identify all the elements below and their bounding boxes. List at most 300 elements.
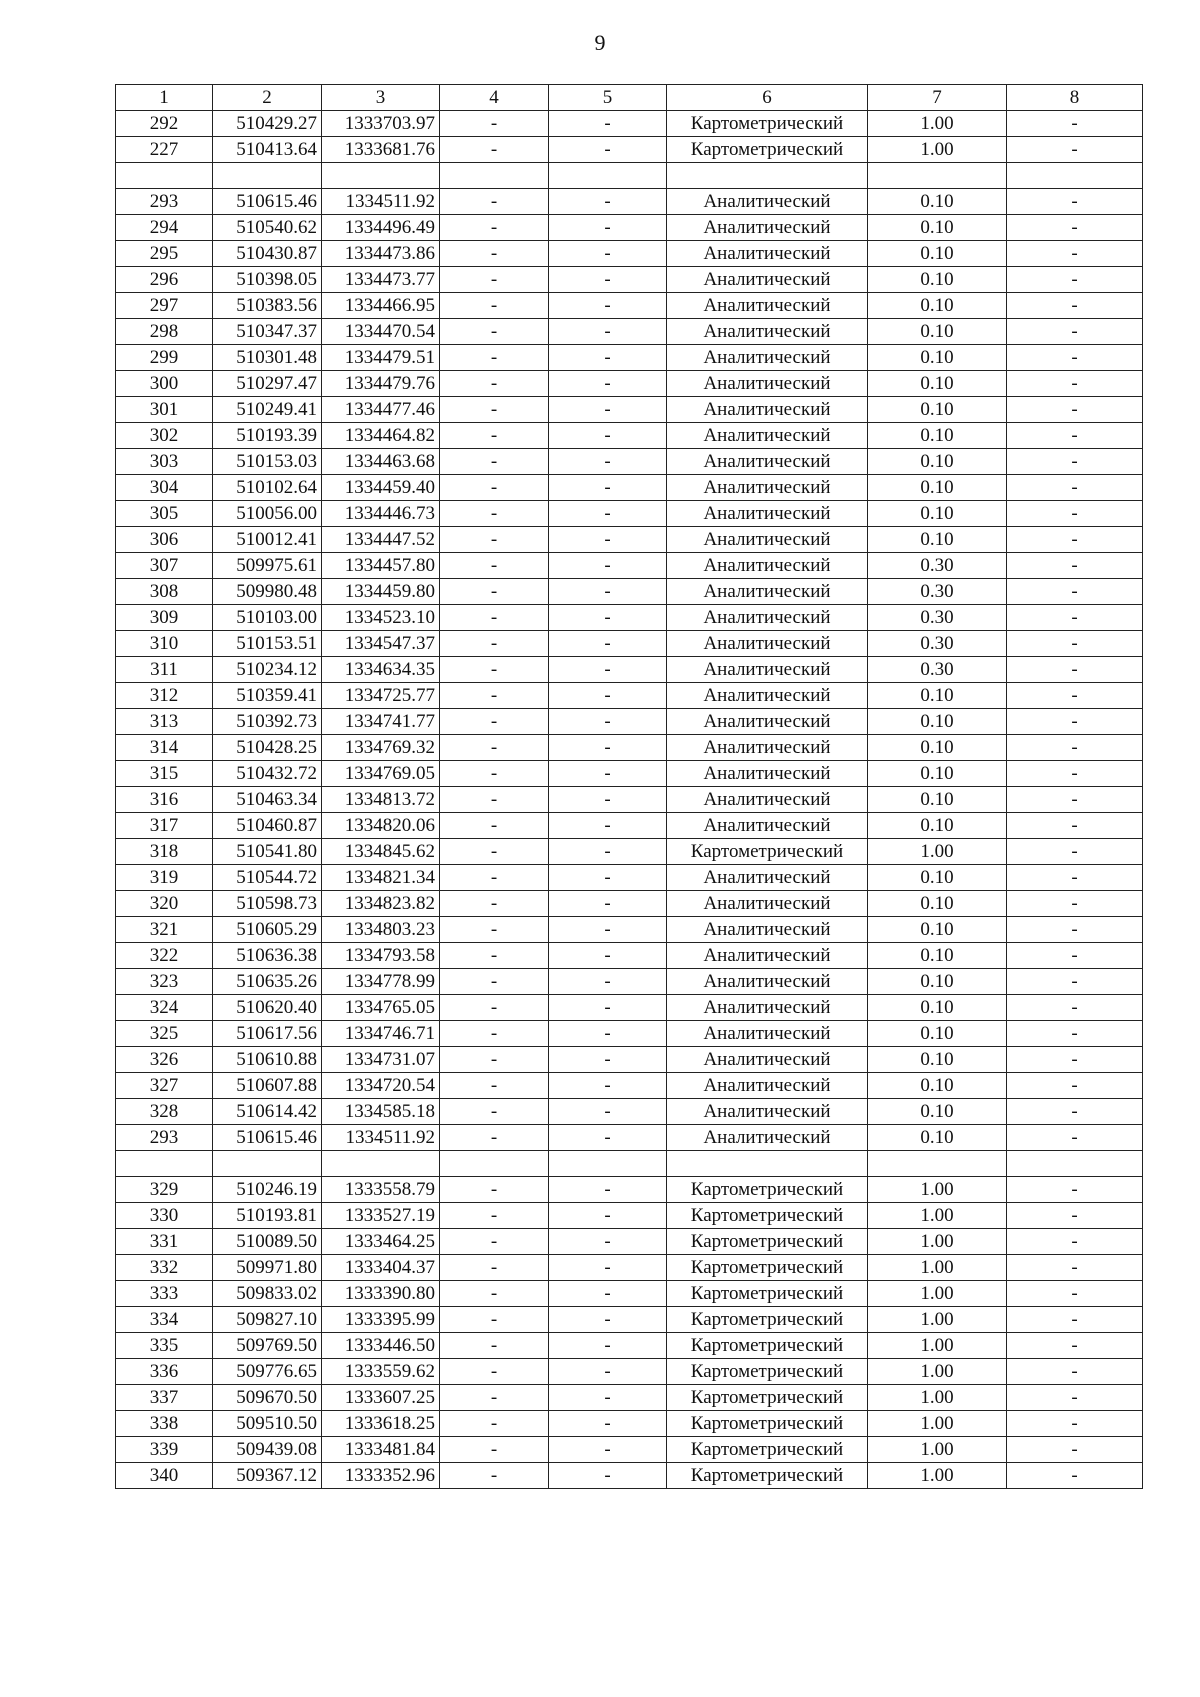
table-cell: 1.00 (868, 1437, 1007, 1463)
table-cell: - (440, 1203, 549, 1229)
table-cell: - (1007, 1099, 1143, 1125)
table-cell: - (1007, 1359, 1143, 1385)
table-cell: Картометрический (667, 839, 868, 865)
table-row (116, 631, 1143, 657)
table-cell: - (440, 397, 549, 423)
table-row (116, 319, 1143, 345)
table-cell: 0.10 (868, 267, 1007, 293)
table-cell: - (440, 839, 549, 865)
table-cell: Аналитический (667, 1021, 868, 1047)
table-cell: 320 (116, 891, 213, 917)
table-cell: - (1007, 1229, 1143, 1255)
table-cell: - (1007, 1255, 1143, 1281)
table-row (116, 267, 1143, 293)
header-cell: 4 (440, 85, 549, 111)
table-cell: Аналитический (667, 475, 868, 501)
table-row (116, 137, 1143, 163)
table-cell: - (440, 553, 549, 579)
table-cell: Картометрический (667, 1463, 868, 1489)
table-cell: Картометрический (667, 1307, 868, 1333)
table-cell: 1333703.97 (322, 111, 440, 137)
table-cell: - (549, 1385, 667, 1411)
table-cell: 510432.72 (213, 761, 322, 787)
table-cell: 302 (116, 423, 213, 449)
table-cell: 1333464.25 (322, 1229, 440, 1255)
table-cell: - (549, 137, 667, 163)
table-cell: 1334466.95 (322, 293, 440, 319)
table-cell: 510193.81 (213, 1203, 322, 1229)
table-cell: 510598.73 (213, 891, 322, 917)
table-cell: - (440, 1437, 549, 1463)
table-cell: - (440, 1463, 549, 1489)
table-cell: Аналитический (667, 735, 868, 761)
table-cell: - (440, 293, 549, 319)
table-cell: 0.10 (868, 1047, 1007, 1073)
table-cell: - (1007, 189, 1143, 215)
table-cell: 0.30 (868, 605, 1007, 631)
table-cell: - (1007, 553, 1143, 579)
table-cell: - (440, 449, 549, 475)
table-cell: 1334769.05 (322, 761, 440, 787)
table-row (116, 215, 1143, 241)
table-row (116, 1021, 1143, 1047)
table-cell: - (549, 189, 667, 215)
table-cell: 510301.48 (213, 345, 322, 371)
table-cell: - (549, 709, 667, 735)
coordinates-table (115, 84, 1143, 1489)
table-cell: - (440, 631, 549, 657)
table-cell: 0.10 (868, 761, 1007, 787)
table-cell: - (549, 527, 667, 553)
table-cell: 309 (116, 605, 213, 631)
table-cell: - (549, 865, 667, 891)
table-cell: Картометрический (667, 111, 868, 137)
table-cell: 510359.41 (213, 683, 322, 709)
table-row (116, 1047, 1143, 1073)
table-cell: 326 (116, 1047, 213, 1073)
table-cell: - (440, 1333, 549, 1359)
empty-cell (440, 163, 549, 189)
table-cell: 1334457.80 (322, 553, 440, 579)
table-cell: 510541.80 (213, 839, 322, 865)
page-number: 9 (594, 30, 606, 55)
header-cell: 5 (549, 85, 667, 111)
empty-cell (549, 163, 667, 189)
table-cell: 510234.12 (213, 657, 322, 683)
table-cell: 510615.46 (213, 189, 322, 215)
table-cell: 227 (116, 137, 213, 163)
table-cell: - (549, 1359, 667, 1385)
table-cell: 1.00 (868, 1333, 1007, 1359)
table-cell: - (549, 1047, 667, 1073)
table-cell: - (440, 891, 549, 917)
table-cell: 1334813.72 (322, 787, 440, 813)
table-cell: 1334446.73 (322, 501, 440, 527)
table-cell: Картометрический (667, 1411, 868, 1437)
table-cell: - (440, 527, 549, 553)
table-cell: - (549, 1463, 667, 1489)
empty-cell (213, 1151, 322, 1177)
table-cell: - (549, 1099, 667, 1125)
table-cell: 0.10 (868, 969, 1007, 995)
table-cell: 509980.48 (213, 579, 322, 605)
table-cell: - (440, 995, 549, 1021)
table-cell: 509776.65 (213, 1359, 322, 1385)
table-cell: - (1007, 1203, 1143, 1229)
table-cell: - (1007, 579, 1143, 605)
table-row (116, 1307, 1143, 1333)
table-cell: - (1007, 1073, 1143, 1099)
table-cell: 0.10 (868, 345, 1007, 371)
table-cell: Аналитический (667, 813, 868, 839)
table-cell: Картометрический (667, 1281, 868, 1307)
table-cell: 509670.50 (213, 1385, 322, 1411)
table-cell: Аналитический (667, 527, 868, 553)
table-cell: 308 (116, 579, 213, 605)
table-row (116, 605, 1143, 631)
empty-cell (116, 1151, 213, 1177)
table-cell: - (1007, 371, 1143, 397)
table-cell: Аналитический (667, 969, 868, 995)
table-cell: Картометрический (667, 1437, 868, 1463)
table-cell: 300 (116, 371, 213, 397)
table-cell: - (549, 891, 667, 917)
table-cell: Аналитический (667, 943, 868, 969)
table-cell: 0.10 (868, 527, 1007, 553)
table-cell: 1.00 (868, 1281, 1007, 1307)
table-cell: - (440, 475, 549, 501)
table-row (116, 553, 1143, 579)
table-row (116, 527, 1143, 553)
table-cell: - (440, 501, 549, 527)
table-cell: - (549, 1411, 667, 1437)
table-cell: - (1007, 1125, 1143, 1151)
table-cell: 1334769.32 (322, 735, 440, 761)
table-cell: Аналитический (667, 917, 868, 943)
table-cell: - (1007, 917, 1143, 943)
table-cell: 336 (116, 1359, 213, 1385)
table-cell: 304 (116, 475, 213, 501)
table-cell: - (549, 397, 667, 423)
table-cell: 1334511.92 (322, 189, 440, 215)
table-cell: - (440, 657, 549, 683)
table-cell: - (549, 605, 667, 631)
table-cell: 1334823.82 (322, 891, 440, 917)
table-cell: 510398.05 (213, 267, 322, 293)
table-cell: 1334496.49 (322, 215, 440, 241)
table-row (116, 787, 1143, 813)
table-row (116, 371, 1143, 397)
table-cell: Аналитический (667, 553, 868, 579)
table-cell: - (440, 423, 549, 449)
table-cell: - (440, 579, 549, 605)
table-cell: - (440, 735, 549, 761)
table-cell: - (1007, 319, 1143, 345)
table-cell: 1334511.92 (322, 1125, 440, 1151)
table-cell: - (440, 917, 549, 943)
table-cell: 306 (116, 527, 213, 553)
table-cell: 1334746.71 (322, 1021, 440, 1047)
table-cell: 1.00 (868, 1203, 1007, 1229)
table-body (116, 85, 1143, 1489)
table-cell: - (440, 1047, 549, 1073)
table-cell: - (1007, 995, 1143, 1021)
table-cell: - (1007, 683, 1143, 709)
empty-cell (868, 163, 1007, 189)
table-cell: Аналитический (667, 397, 868, 423)
table-cell: - (549, 1073, 667, 1099)
table-cell: - (549, 657, 667, 683)
table-cell: 509833.02 (213, 1281, 322, 1307)
table-cell: 0.10 (868, 371, 1007, 397)
table-cell: 0.10 (868, 475, 1007, 501)
table-cell: 0.30 (868, 579, 1007, 605)
table-cell: 1334459.40 (322, 475, 440, 501)
table-row (116, 865, 1143, 891)
table-cell: - (549, 293, 667, 319)
empty-cell (322, 163, 440, 189)
table-cell: 510413.64 (213, 137, 322, 163)
table-cell: - (1007, 501, 1143, 527)
table-cell: 510636.38 (213, 943, 322, 969)
table-row (116, 1099, 1143, 1125)
table-cell: Аналитический (667, 215, 868, 241)
table-cell: 509367.12 (213, 1463, 322, 1489)
table-cell: - (1007, 449, 1143, 475)
table-cell: 1.00 (868, 1229, 1007, 1255)
table-separator-row (116, 163, 1143, 189)
table-row (116, 397, 1143, 423)
table-cell: - (1007, 345, 1143, 371)
table-cell: Аналитический (667, 683, 868, 709)
header-cell: 7 (868, 85, 1007, 111)
table-row (116, 1229, 1143, 1255)
table-cell: - (549, 735, 667, 761)
table-cell: 316 (116, 787, 213, 813)
table-cell: 0.10 (868, 501, 1007, 527)
table-row (116, 891, 1143, 917)
table-cell: 0.10 (868, 995, 1007, 1021)
table-cell: - (1007, 241, 1143, 267)
table-cell: 305 (116, 501, 213, 527)
table-cell: 0.30 (868, 657, 1007, 683)
table-cell: Аналитический (667, 319, 868, 345)
table-cell: - (1007, 1021, 1143, 1047)
table-cell: - (549, 553, 667, 579)
table-cell: 510153.03 (213, 449, 322, 475)
table-cell: 510383.56 (213, 293, 322, 319)
table-cell: 0.10 (868, 683, 1007, 709)
table-cell: 0.10 (868, 319, 1007, 345)
table-cell: - (549, 267, 667, 293)
table-cell: - (440, 1021, 549, 1047)
table-cell: 0.10 (868, 449, 1007, 475)
table-cell: - (440, 1125, 549, 1151)
table-cell: 510429.27 (213, 111, 322, 137)
table-row (116, 1281, 1143, 1307)
empty-cell (549, 1151, 667, 1177)
table-cell: 510089.50 (213, 1229, 322, 1255)
table-cell: 1334793.58 (322, 943, 440, 969)
table-cell: - (549, 995, 667, 1021)
table-cell: 295 (116, 241, 213, 267)
table-cell: 332 (116, 1255, 213, 1281)
table-cell: 327 (116, 1073, 213, 1099)
table-cell: Аналитический (667, 787, 868, 813)
table-cell: - (1007, 605, 1143, 631)
table-cell: 1334547.37 (322, 631, 440, 657)
table-cell: Аналитический (667, 605, 868, 631)
table-cell: 298 (116, 319, 213, 345)
table-cell: - (440, 1255, 549, 1281)
table-cell: 1.00 (868, 1177, 1007, 1203)
table-cell: 303 (116, 449, 213, 475)
table-cell: 293 (116, 189, 213, 215)
table-cell: 0.10 (868, 293, 1007, 319)
table-cell: 510607.88 (213, 1073, 322, 1099)
table-cell: 1333395.99 (322, 1307, 440, 1333)
table-cell: Аналитический (667, 995, 868, 1021)
table-row (116, 1463, 1143, 1489)
table-cell: - (549, 1281, 667, 1307)
table-cell: 1333352.96 (322, 1463, 440, 1489)
table-cell: 510615.46 (213, 1125, 322, 1151)
header-cell: 8 (1007, 85, 1143, 111)
table-cell: Картометрический (667, 1229, 868, 1255)
header-cell: 2 (213, 85, 322, 111)
table-cell: 1334479.51 (322, 345, 440, 371)
table-cell: - (549, 319, 667, 345)
table-cell: 0.10 (868, 891, 1007, 917)
table-row (116, 579, 1143, 605)
table-cell: 1334634.35 (322, 657, 440, 683)
table-cell: 509971.80 (213, 1255, 322, 1281)
table-cell: 509827.10 (213, 1307, 322, 1333)
table-cell: 510347.37 (213, 319, 322, 345)
table-cell: 322 (116, 943, 213, 969)
table-cell: 312 (116, 683, 213, 709)
table-cell: 323 (116, 969, 213, 995)
table-cell: 1334473.77 (322, 267, 440, 293)
table-cell: 510297.47 (213, 371, 322, 397)
table-cell: Аналитический (667, 709, 868, 735)
table-row (116, 111, 1143, 137)
table-cell: 297 (116, 293, 213, 319)
table-cell: 1333404.37 (322, 1255, 440, 1281)
table-cell: 299 (116, 345, 213, 371)
table-cell: - (440, 761, 549, 787)
table-cell: Аналитический (667, 449, 868, 475)
table-cell: - (549, 579, 667, 605)
table-row (116, 657, 1143, 683)
table-cell: - (1007, 423, 1143, 449)
table-cell: - (440, 605, 549, 631)
table-cell: - (440, 1099, 549, 1125)
table-cell: - (1007, 943, 1143, 969)
empty-cell (1007, 163, 1143, 189)
table-cell: 1334778.99 (322, 969, 440, 995)
table-cell: 1334523.10 (322, 605, 440, 631)
table-cell: 1334803.23 (322, 917, 440, 943)
table-cell: 1333446.50 (322, 1333, 440, 1359)
table-cell: Аналитический (667, 657, 868, 683)
table-cell: 0.10 (868, 1021, 1007, 1047)
table-cell: 1.00 (868, 1255, 1007, 1281)
table-cell: - (1007, 1385, 1143, 1411)
table-cell: 0.30 (868, 631, 1007, 657)
table-cell: Картометрический (667, 1177, 868, 1203)
table-cell: 321 (116, 917, 213, 943)
table-cell: 1333481.84 (322, 1437, 440, 1463)
table-cell: 509975.61 (213, 553, 322, 579)
table-cell: 0.10 (868, 397, 1007, 423)
table-cell: 510460.87 (213, 813, 322, 839)
table-cell: 1334725.77 (322, 683, 440, 709)
table-cell: 0.10 (868, 241, 1007, 267)
table-cell: - (1007, 1047, 1143, 1073)
table-row (116, 995, 1143, 1021)
table-cell: - (549, 423, 667, 449)
table-cell: - (549, 1021, 667, 1047)
table-cell: 0.10 (868, 189, 1007, 215)
table-cell: - (1007, 787, 1143, 813)
table-row (116, 1073, 1143, 1099)
table-cell: 0.10 (868, 423, 1007, 449)
table-cell: - (549, 1203, 667, 1229)
table-cell: - (440, 683, 549, 709)
table-cell: - (440, 137, 549, 163)
table-cell: 510610.88 (213, 1047, 322, 1073)
table-cell: 510056.00 (213, 501, 322, 527)
table-cell: 0.30 (868, 553, 1007, 579)
table-cell: 1334720.54 (322, 1073, 440, 1099)
table-cell: 510617.56 (213, 1021, 322, 1047)
table-row (116, 241, 1143, 267)
table-cell: Картометрический (667, 1333, 868, 1359)
table-cell: - (440, 189, 549, 215)
table-row (116, 709, 1143, 735)
table-row (116, 189, 1143, 215)
table-cell: 0.10 (868, 813, 1007, 839)
table-cell: 1334821.34 (322, 865, 440, 891)
table-cell: Картометрический (667, 137, 868, 163)
header-cell: 1 (116, 85, 213, 111)
table-cell: 510605.29 (213, 917, 322, 943)
table-cell: - (1007, 891, 1143, 917)
table-cell: - (440, 1073, 549, 1099)
table-cell: - (549, 1229, 667, 1255)
table-row (116, 1177, 1143, 1203)
table-cell: Аналитический (667, 1047, 868, 1073)
table-cell: 1334463.68 (322, 449, 440, 475)
table-cell: - (440, 943, 549, 969)
table-cell: 0.10 (868, 943, 1007, 969)
table-cell: 325 (116, 1021, 213, 1047)
table-row (116, 683, 1143, 709)
table-row (116, 761, 1143, 787)
table-cell: 1334470.54 (322, 319, 440, 345)
table-cell: Аналитический (667, 865, 868, 891)
table-cell: - (1007, 1307, 1143, 1333)
table-cell: - (440, 709, 549, 735)
table-cell: 311 (116, 657, 213, 683)
table-row (116, 1385, 1143, 1411)
table-cell: Картометрический (667, 1255, 868, 1281)
table-cell: - (1007, 761, 1143, 787)
table-cell: 319 (116, 865, 213, 891)
table-cell: 315 (116, 761, 213, 787)
table-cell: 510635.26 (213, 969, 322, 995)
